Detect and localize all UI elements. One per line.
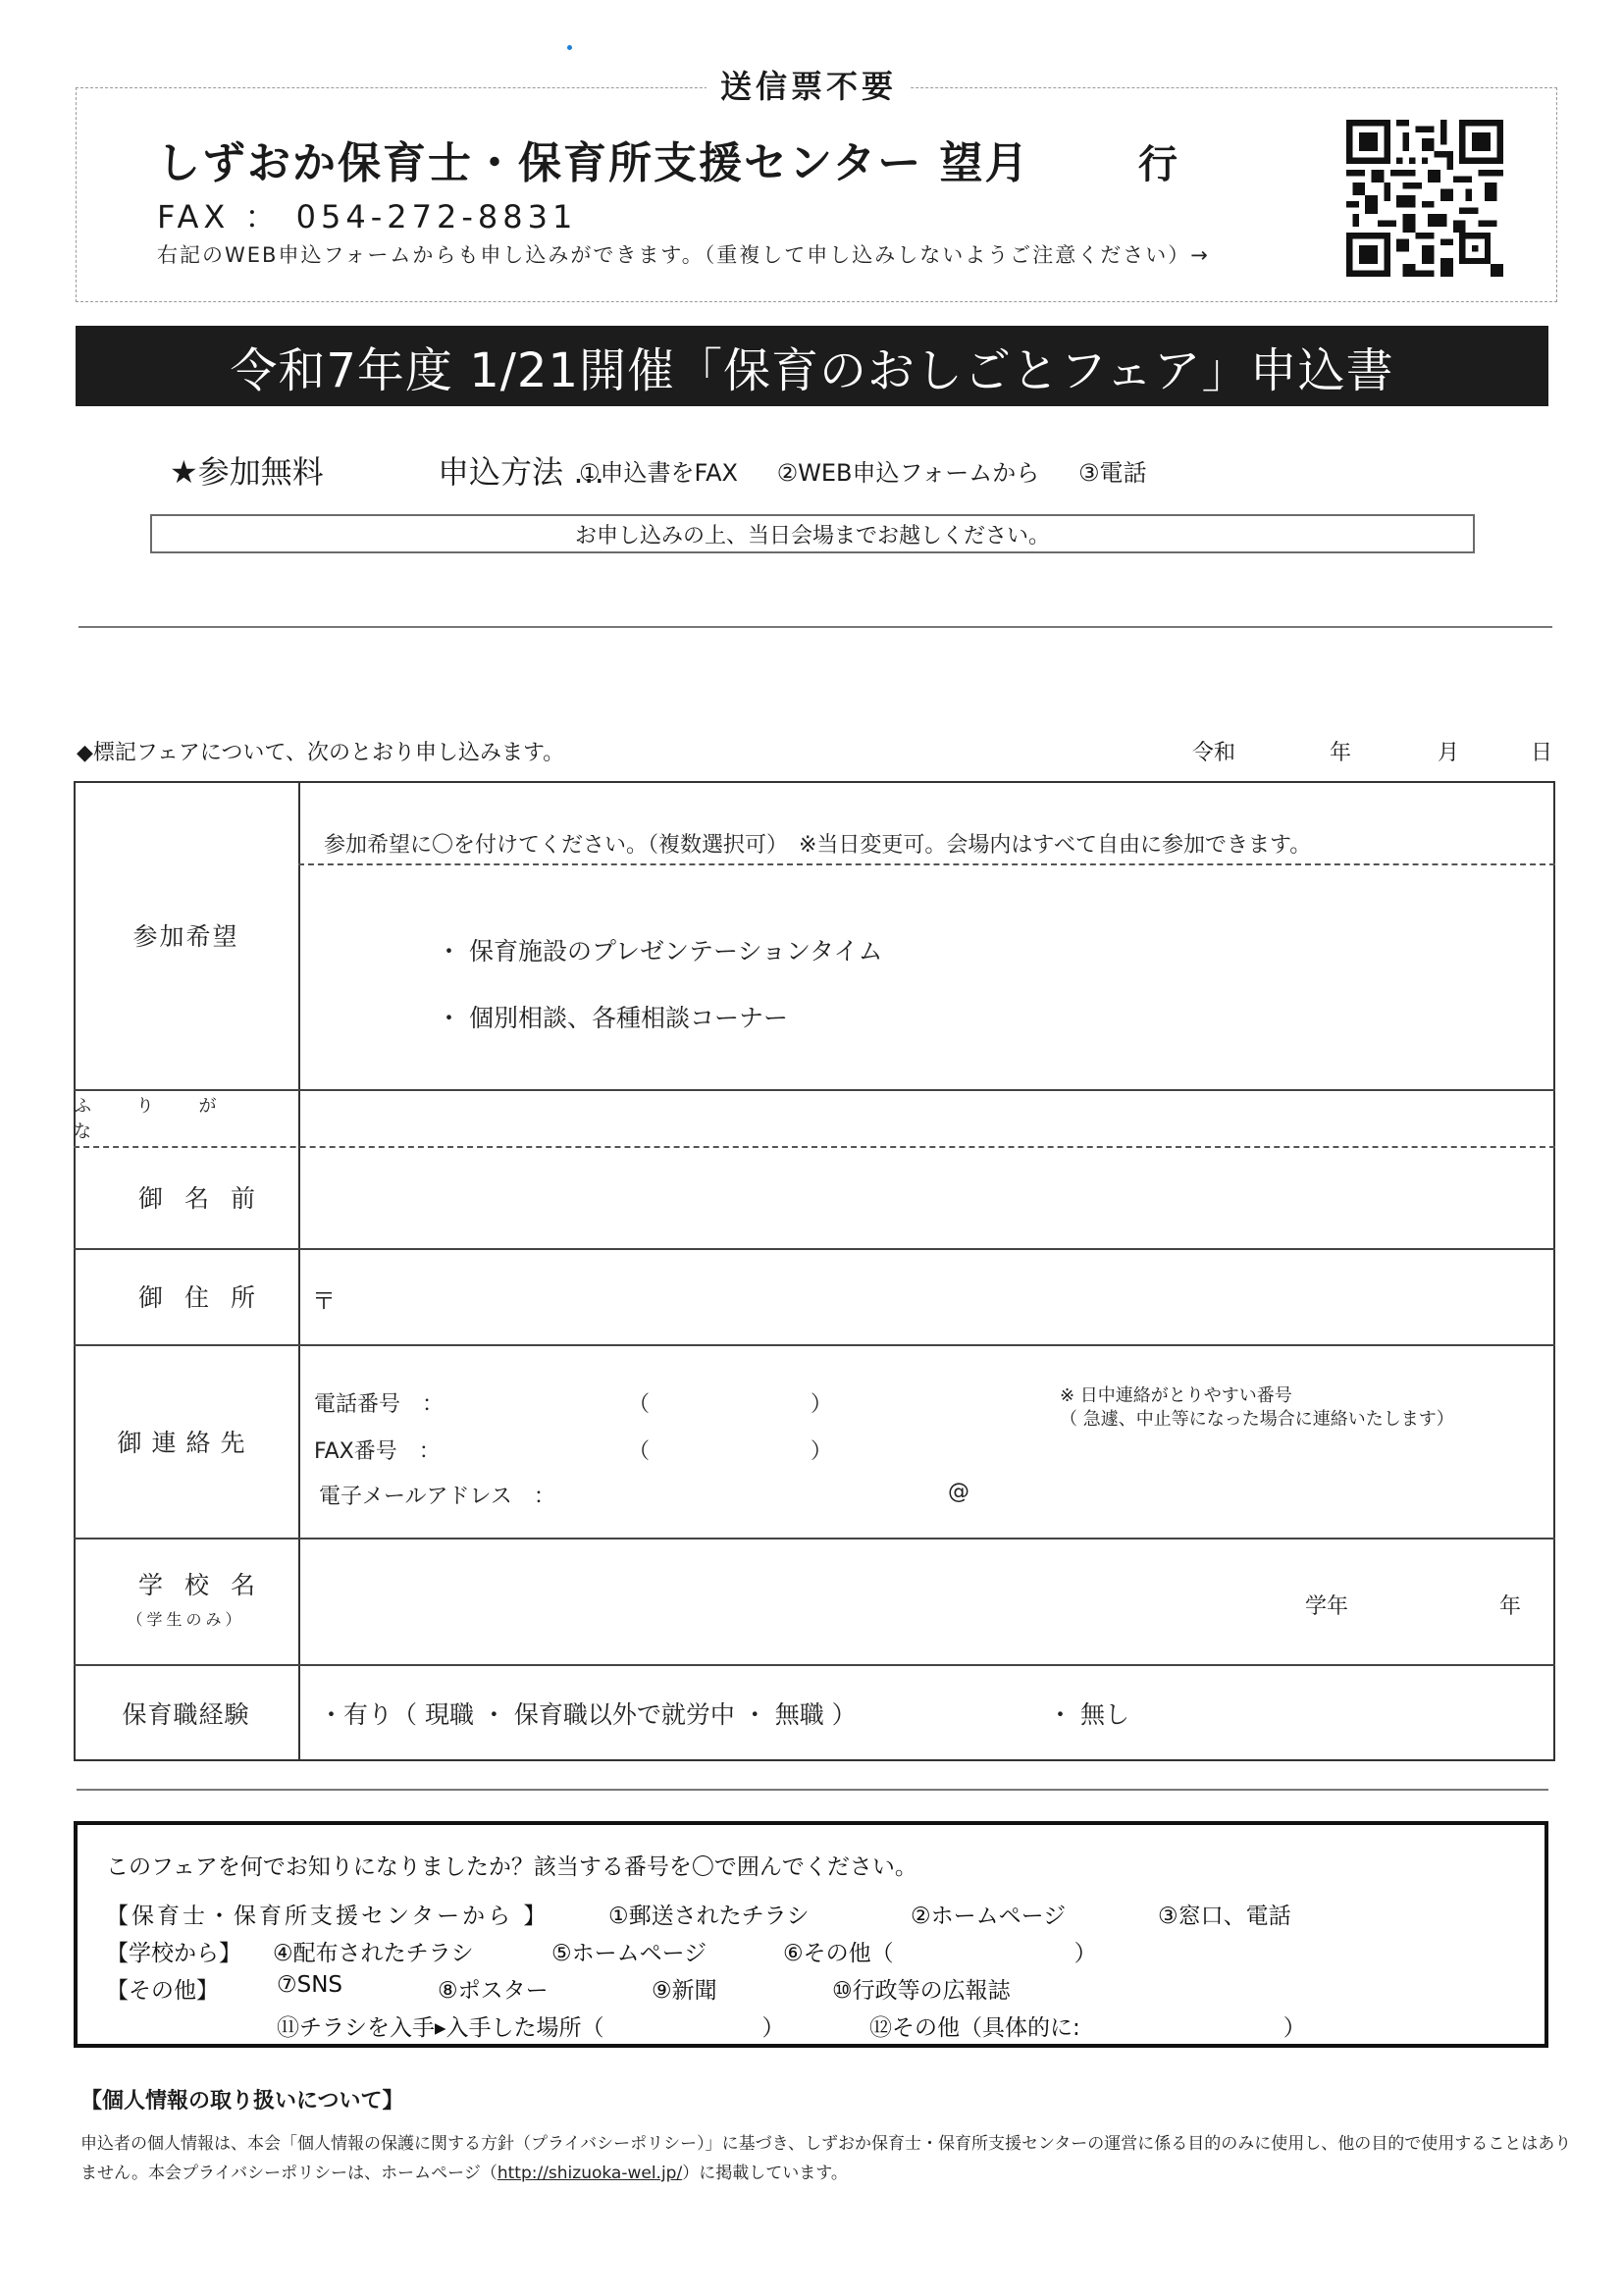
grade-label: 学年	[1305, 1594, 1349, 1619]
fax-paren-close: ）	[811, 1439, 833, 1464]
phone-label: 電話番号 ：	[314, 1392, 445, 1417]
fax-field[interactable]	[471, 1431, 1021, 1462]
survey-option-5[interactable]: ⑤ホームページ	[551, 1941, 707, 1966]
date-year-label[interactable]: 年	[1330, 741, 1352, 765]
privacy-policy-link[interactable]: http://shizuoka-wel.jp/	[497, 2164, 683, 2183]
divider	[77, 1789, 1548, 1791]
survey-option-11[interactable]: ⑪チラシを入手▸入手した場所（ ）	[277, 2015, 785, 2041]
method-phone: ③電話	[1077, 459, 1147, 487]
attend-note-box	[150, 514, 1475, 553]
fax-label: FAX番号 ：	[314, 1439, 441, 1464]
email-at-sign: @	[948, 1480, 969, 1504]
free-admission-label: ★参加無料	[170, 453, 324, 491]
phone-paren-close: ）	[811, 1392, 833, 1417]
application-methods	[579, 453, 1178, 488]
phone-paren-open: （	[628, 1392, 651, 1417]
apply-lead-text: ◆標記フェアについて、次のとおり申し込みます。	[77, 741, 565, 765]
school-label: 学校名	[137, 1571, 277, 1599]
fax-paren-open: （	[628, 1439, 651, 1464]
address-label: 御住所	[137, 1283, 277, 1312]
method-fax: ①申込書をFAX	[579, 459, 738, 487]
form-title: 令和7年度 1/21開催「保育のおしごとフェア」申込書	[230, 342, 1394, 398]
survey-option-4[interactable]: ④配布されたチラシ	[273, 1941, 474, 1966]
name-field[interactable]	[300, 1148, 1553, 1246]
furigana-label: ふ り が な	[74, 1096, 236, 1142]
participation-option-consultation[interactable]: ・ 個別相談、各種相談コーナー	[437, 1004, 788, 1032]
school-sublabel: （学生のみ）	[127, 1609, 245, 1629]
recipient-name: しずおか保育士・保育所支援センター 望月	[157, 138, 1030, 188]
privacy-text-2: ）に掲載しています。	[682, 2164, 848, 2183]
scan-artifact-dot	[567, 45, 572, 50]
application-method-label: 申込方法 …	[438, 453, 605, 491]
fax-number: FAX ： 054-272-8831	[157, 198, 578, 235]
survey-option-10[interactable]: ⑩行政等の広報誌	[832, 1978, 1011, 2004]
qr-code-icon[interactable]	[1346, 120, 1503, 277]
survey-question: このフェアを何でお知りになりましたか？該当する番号を〇で囲んでください。	[106, 1854, 917, 1880]
recipient-suffix: 行	[1138, 142, 1178, 187]
row-dash-divider	[298, 863, 1555, 865]
survey-option-1[interactable]: ①郵送されたチラシ	[608, 1904, 810, 1929]
survey-option-8[interactable]: ⑧ポスター	[438, 1978, 549, 2004]
experience-yes-options[interactable]: ・有り（ 現職 ・ 保育職以外で就労中 ・ 無職 ）	[319, 1700, 857, 1729]
date-era-label: 令和	[1192, 741, 1236, 765]
date-month-label[interactable]: 月	[1438, 741, 1460, 765]
no-cover-sheet-label: 送信票不要	[707, 63, 911, 110]
phone-note-1: ※ 日中連絡がとりやすい番号	[1060, 1385, 1292, 1406]
survey-group-school: 【学校から】	[106, 1941, 241, 1966]
form-title-bar	[76, 326, 1548, 406]
participation-instruction: 参加希望に〇を付けてください。（複数選択可） ※当日変更可。会場内はすべて自由に参加できます。	[324, 833, 1312, 858]
name-label: 御名前	[137, 1184, 277, 1213]
survey-group-center: 【保育士・保育所支援センターから 】	[106, 1904, 550, 1929]
grade-field[interactable]	[1364, 1582, 1492, 1617]
divider	[79, 626, 1552, 628]
survey-option-12[interactable]: ⑫その他（具体的に: ）	[869, 2015, 1306, 2041]
privacy-body	[80, 2129, 1572, 2188]
postal-mark: 〒	[312, 1287, 336, 1315]
survey-option-3[interactable]: ③窓口、電話	[1158, 1904, 1291, 1929]
survey-option-6[interactable]: ⑥その他（ ）	[783, 1941, 1097, 1966]
method-web: ②WEB申込フォームから	[776, 459, 1040, 487]
date-day-label[interactable]: 日	[1531, 741, 1553, 765]
participation-option-presentation[interactable]: ・ 保育施設のプレゼンテーションタイム	[437, 937, 883, 965]
survey-option-9[interactable]: ⑨新聞	[652, 1978, 717, 2004]
contact-label: 御連絡先	[117, 1428, 255, 1457]
email-field[interactable]	[589, 1476, 1276, 1507]
privacy-title: 【個人情報の取り扱いについて】	[80, 2089, 404, 2113]
phone-field[interactable]	[471, 1383, 1021, 1415]
address-field[interactable]	[343, 1250, 1553, 1342]
school-field[interactable]	[300, 1539, 1282, 1662]
attend-note: お申し込みの上、当日会場までお越しください。	[574, 523, 1050, 548]
survey-option-2[interactable]: ②ホームページ	[911, 1904, 1067, 1929]
phone-note-2: （ 急遽、中止等になった場合に連絡いたします）	[1060, 1409, 1454, 1430]
web-form-note: 右記のWEB申込フォームからも申し込みができます。（重複して申し込みしないようご注意ください）→	[157, 243, 1210, 267]
experience-label: 保育職経験	[122, 1699, 250, 1729]
survey-group-other: 【その他】	[106, 1978, 219, 2004]
survey-option-7[interactable]: ⑦SNS	[277, 1972, 343, 1998]
privacy-text-1: 申込者の個人情報は、本会「個人情報の保護に関する方針（プライバシーポリシー）」に基づき、しずおか保育士・保育所支援センターの運営に係る目的のみに使用し、他の目的で使用することはありません。本会プライバシーポリシーは、ホームページ（	[80, 2134, 1572, 2183]
participation-label: 参加希望	[132, 922, 239, 951]
email-label: 電子メールアドレス ：	[319, 1485, 555, 1509]
furigana-field[interactable]	[300, 1091, 1553, 1144]
experience-no-option[interactable]: ・ 無し	[1048, 1700, 1129, 1729]
grade-year-suffix: 年	[1499, 1594, 1522, 1619]
